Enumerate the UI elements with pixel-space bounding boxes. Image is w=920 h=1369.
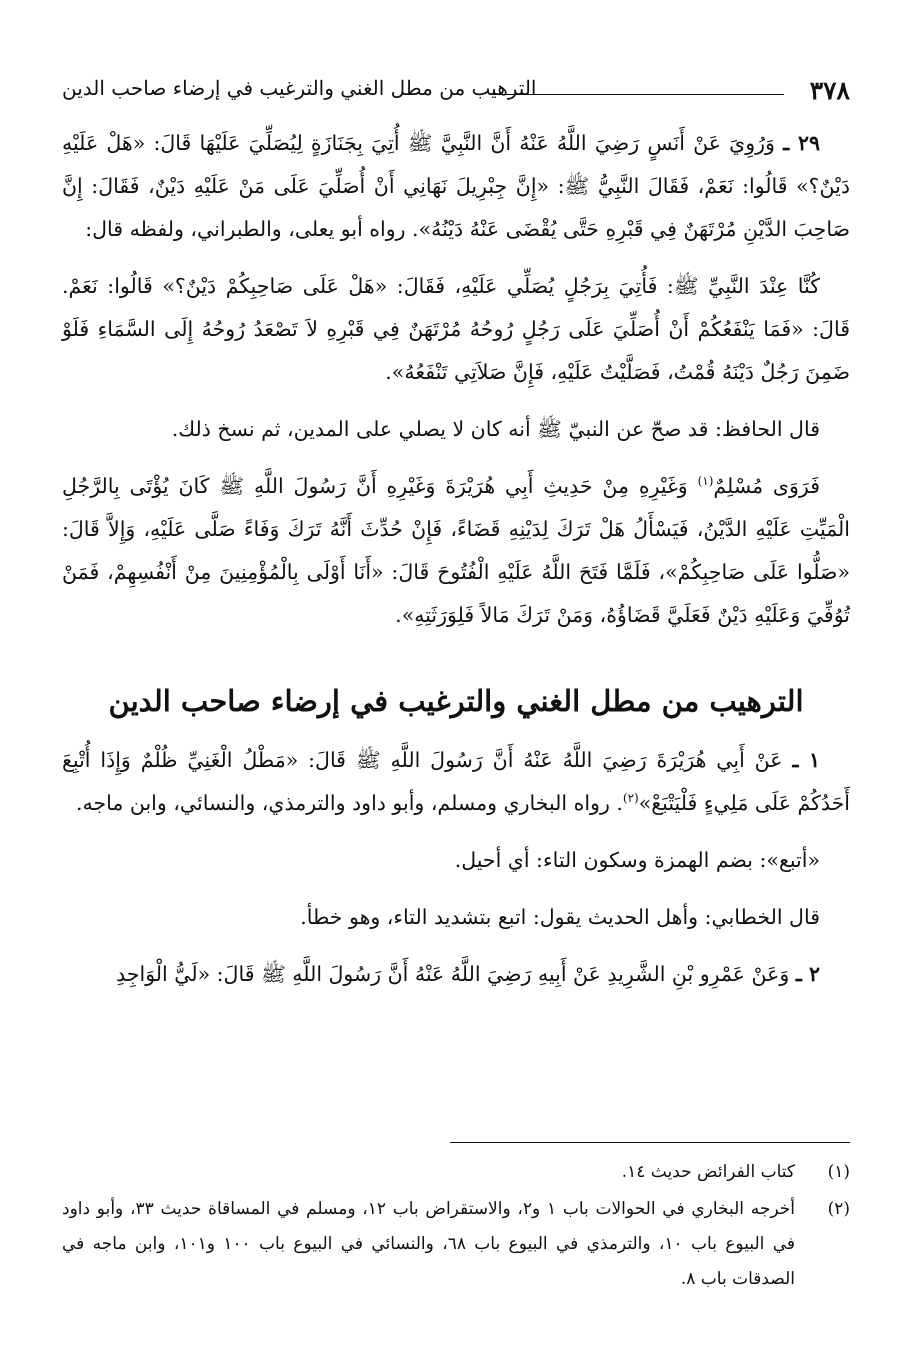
footnote-text: أخرجه البخاري في الحوالات باب ١ و٢، والاستقراض باب ١٢، ومسلم في المساقاة حديث ٣٣، وأبو داود في البيوع باب ١٠، والترمذي في البيوع باب ٦٨، والنسائي في البيوع باب ١٠٠ و١٠١، وابن ماجه في الصدقات باب ٨. <box>62 1199 795 1289</box>
running-header-title: الترهيب من مطل الغني والترغيب في إرضاء صاحب الدين <box>62 76 537 100</box>
narration-start: فَرَوَى مُسْلِمٌ <box>713 474 820 498</box>
hadith-number: ١ ـ <box>792 748 820 772</box>
footnote-1 <box>62 1155 850 1190</box>
footnote-text: كتاب الفرائض حديث ١٤. <box>621 1162 795 1182</box>
muslim-narration <box>62 465 850 637</box>
hadith-text: وَرُوِيَ عَنْ أَنَسٍ رَضِيَ اللَّهُ عَنْهُ أَنَّ النَّبِيَّ ﷺ أُتِيَ بِجَنَازَةٍ لِيُصَلِّيَ عَلَيْهَا قَالَ: «هَلْ عَلَيْهِ دَيْنٌ؟» قَالُوا: نَعَمْ، فَقَالَ النَّبِيُّ ﷺ: «إِنَّ جِبْرِيلَ نَهَانِي أَنْ أُصَلِّيَ عَلَى مَنْ عَلَيْهِ دَيْنٌ، فَقَالَ: إِنَّ صَاحِبَ الدَّيْنِ مُرْتَهَنٌ فِي قَبْرِهِ حَتَّى يُقْضَى عَنْهُ دَيْنُهُ». رواه أبو يعلى، والطبراني، ولفظه قال: <box>62 131 850 241</box>
hadith-text: عَنْ أَبِي هُرَيْرَةَ رَضِيَ اللَّهُ عَنْهُ أَنَّ رَسُولَ اللَّهِ ﷺ قَالَ: «مَطْلُ الْغَنِيِّ ظُلْمٌ وَإِذَا أُتْبِعَ أَحَدُكُمْ عَلَى مَلِيءٍ فَلْيَتْبَعْ» <box>62 748 850 815</box>
footnote-number: (٢) <box>827 1199 850 1219</box>
hadith-text: وَعَنْ عَمْرِو بْنِ الشَّرِيدِ عَنْ أَبِيهِ رَضِيَ اللَّهُ عَنْهُ أَنَّ رَسُولَ اللَّهِ ﷺ قَالَ: «لَيُّ الْوَاجِدِ <box>116 962 790 986</box>
hadith-number: ٢ ـ <box>795 962 820 986</box>
hadith-29 <box>62 122 850 251</box>
section-title: الترهيب من مطل الغني والترغيب في إرضاء صاحب الدين <box>108 684 804 718</box>
hadith-number: ٢٩ ـ <box>783 131 820 155</box>
footnote-2 <box>62 1192 850 1297</box>
main-text <box>62 122 850 996</box>
hadith-variant-text: كُنَّا عِنْدَ النَّبِيِّ ﷺ: فَأُتِيَ بِرَجُلٍ يُصَلِّي عَلَيْهِ، فَقَالَ: «هَلْ عَلَى صَاحِبِكُمْ دَيْنٌ؟» قَالُوا: نَعَمْ. قَالَ: «فَمَا يَنْفَعُكُمْ أَنْ أُصَلِّيَ عَلَى رَجُلٍ رُوحُهُ مُرْتَهَنٌ فِي قَبْرِهِ لاَ تَصْعَدُ رُوحُهُ إِلَى السَّمَاءِ فَلَوْ ضَمِنَ رَجُلٌ دَيْنَهُ قُمْتُ، فَصَلَّيْتُ عَلَيْهِ، فَإِنَّ صَلاَتِي تَنْفَعُهُ». <box>62 274 850 384</box>
page-number: ٣٧٨ <box>809 76 850 105</box>
word-explanation: «أتبع»: بضم الهمزة وسكون التاء: أي أحيل. <box>454 848 820 872</box>
running-header <box>62 72 850 112</box>
footnote-separator <box>450 1142 850 1143</box>
hadith-1 <box>62 739 850 825</box>
hafiz-comment: قال الحافظ: قد صحّ عن النبيّ ﷺ أنه كان لا يصلي على المدين، ثم نسخ ذلك. <box>171 417 820 441</box>
footnote-ref-2[interactable]: (٢) <box>622 791 639 806</box>
footnotes <box>62 1155 850 1299</box>
khattabi-comment: قال الخطابي: وأهل الحديث يقول: اتبع بتشديد التاء، وهو خطأ. <box>300 905 820 929</box>
narration-text: وَغَيْرِهِ مِنْ حَدِيثِ أَبِي هُرَيْرَةَ وَغَيْرِهِ أَنَّ رَسُولَ اللَّهِ ﷺ كَانَ يُؤْتَى بِالرَّجُلِ الْمَيِّتِ عَلَيْهِ الدَّيْنُ، فَيَسْأَلُ هَلْ تَرَكَ لِدَيْنِهِ قَضَاءً، فَإِنْ حُدِّثَ أَنَّهُ تَرَكَ وَفَاءً صَلَّى عَلَيْهِ، وَإِلاَّ قَالَ: «صَلُّوا عَلَى صَاحِبِكُمْ»، فَلَمَّا فَتَحَ اللَّهُ عَلَيْهِ الْفُتُوحَ قَالَ: «أَنَا أَوْلَى بِالْمُؤْمِنِينَ مِنْ أَنْفُسِهِمْ، فَمَنْ تُوُفِّيَ وَعَلَيْهِ دَيْنٌ فَعَلَيَّ قَضَاؤُهُ، وَمَنْ تَرَكَ مَالاً فَلِوَرَثَتِهِ». <box>62 474 850 627</box>
hadith-2 <box>62 953 850 996</box>
hadith-source: . رواه البخاري ومسلم، وأبو داود والترمذي، والنسائي، وابن ماجه. <box>75 791 623 815</box>
footnote-number: (١) <box>827 1162 850 1182</box>
footnote-ref-1[interactable]: (١) <box>697 474 714 489</box>
